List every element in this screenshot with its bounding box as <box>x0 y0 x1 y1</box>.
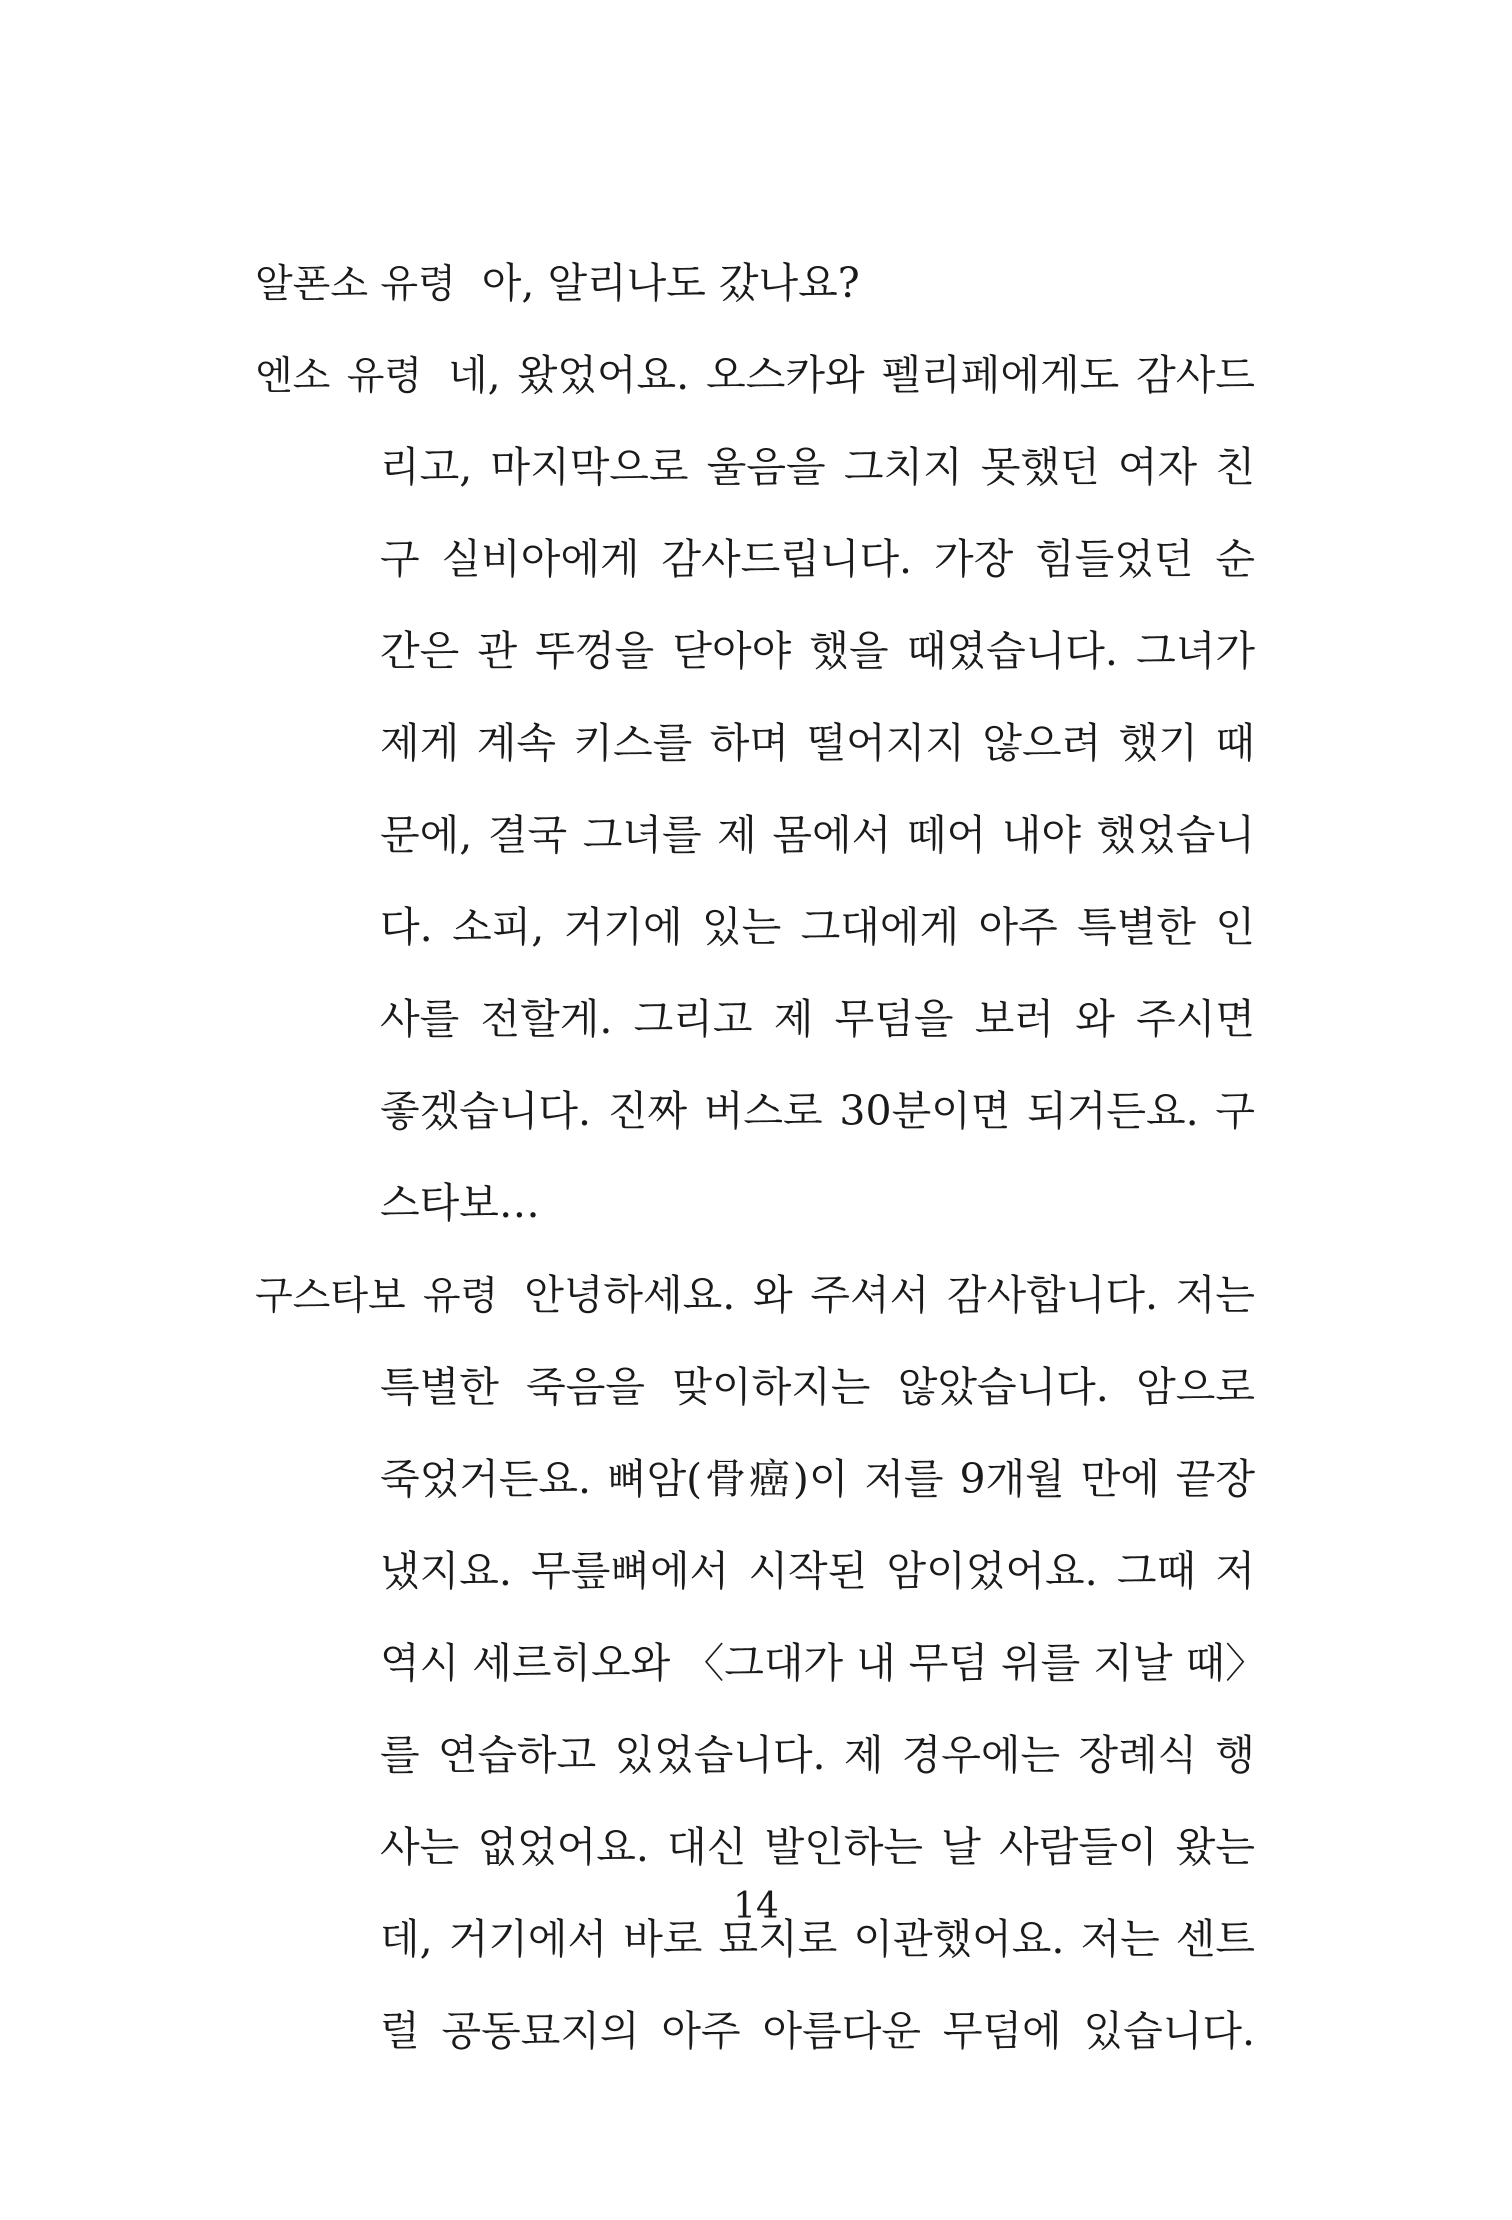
speech-line: 제게 계속 키스를 하며 떨어지지 않으려 했기 때 <box>380 719 1255 767</box>
page-number: 14 <box>733 1886 779 1927</box>
speech-line: 문에, 결국 그녀를 제 몸에서 떼어 내야 했었습니 <box>380 811 1255 859</box>
speech-line: 리고, 마지막으로 울음을 그치지 못했던 여자 친 <box>380 443 1255 491</box>
speech-enso <box>255 340 1255 1260</box>
speech-line: 스타보… <box>380 1179 540 1227</box>
speech-line: 좋겠습니다. 진짜 버스로 30분이면 되거든요. 구 <box>380 1087 1255 1135</box>
dialogue-text <box>255 248 1267 2088</box>
speech-text: 네, 왔었어요. 오스카와 펠리페에게도 감사드 <box>448 351 1256 399</box>
speech-line: 사는 없었어요. 대신 발인하는 날 사람들이 왔는 <box>380 1823 1255 1871</box>
speech-line <box>255 1260 1255 1352</box>
speech-text: 아, 알리나도 갔나요? <box>481 259 860 307</box>
speech-line: 구 실비아에게 감사드립니다. 가장 힘들었던 순 <box>380 535 1255 583</box>
speech-line: 역시 세르히오와 〈그대가 내 무덤 위를 지날 때〉 <box>380 1639 1267 1687</box>
speech-line: 죽었거든요. 뼈암(骨癌)이 저를 9개월 만에 끝장 <box>380 1455 1255 1503</box>
speech-line: 데, 거기에서 바로 묘지로 이관했어요. 저는 센트 <box>380 1915 1255 1963</box>
speech-gustavo <box>255 1260 1267 2088</box>
speech-line: 사를 전할게. 그리고 제 무덤을 보러 와 주시면 <box>380 995 1255 1043</box>
speech-line: 럴 공동묘지의 아주 아름다운 무덤에 있습니다. <box>380 2007 1255 2055</box>
speech-text: 안녕하세요. 와 주셔서 감사합니다. 저는 <box>524 1271 1256 1319</box>
speaker-name: 알폰소 유령 <box>255 262 456 307</box>
speaker-name: 엔소 유령 <box>255 354 423 399</box>
speaker-name: 구스타보 유령 <box>255 1274 499 1319</box>
speech-line <box>255 340 1255 432</box>
speech-line: 를 연습하고 있었습니다. 제 경우에는 장례식 행 <box>380 1731 1255 1779</box>
speech-line: 다. 소피, 거기에 있는 그대에게 아주 특별한 인 <box>380 903 1255 951</box>
speech-line: 간은 관 뚜껑을 닫아야 했을 때였습니다. 그녀가 <box>380 627 1255 675</box>
speech-line: 냈지요. 무릎뼈에서 시작된 암이었어요. 그때 저 <box>380 1547 1255 1595</box>
speech-line <box>255 248 1255 340</box>
speech-alfonso <box>255 248 1255 340</box>
speech-line: 특별한 죽음을 맞이하지는 않았습니다. 암으로 <box>380 1363 1255 1411</box>
